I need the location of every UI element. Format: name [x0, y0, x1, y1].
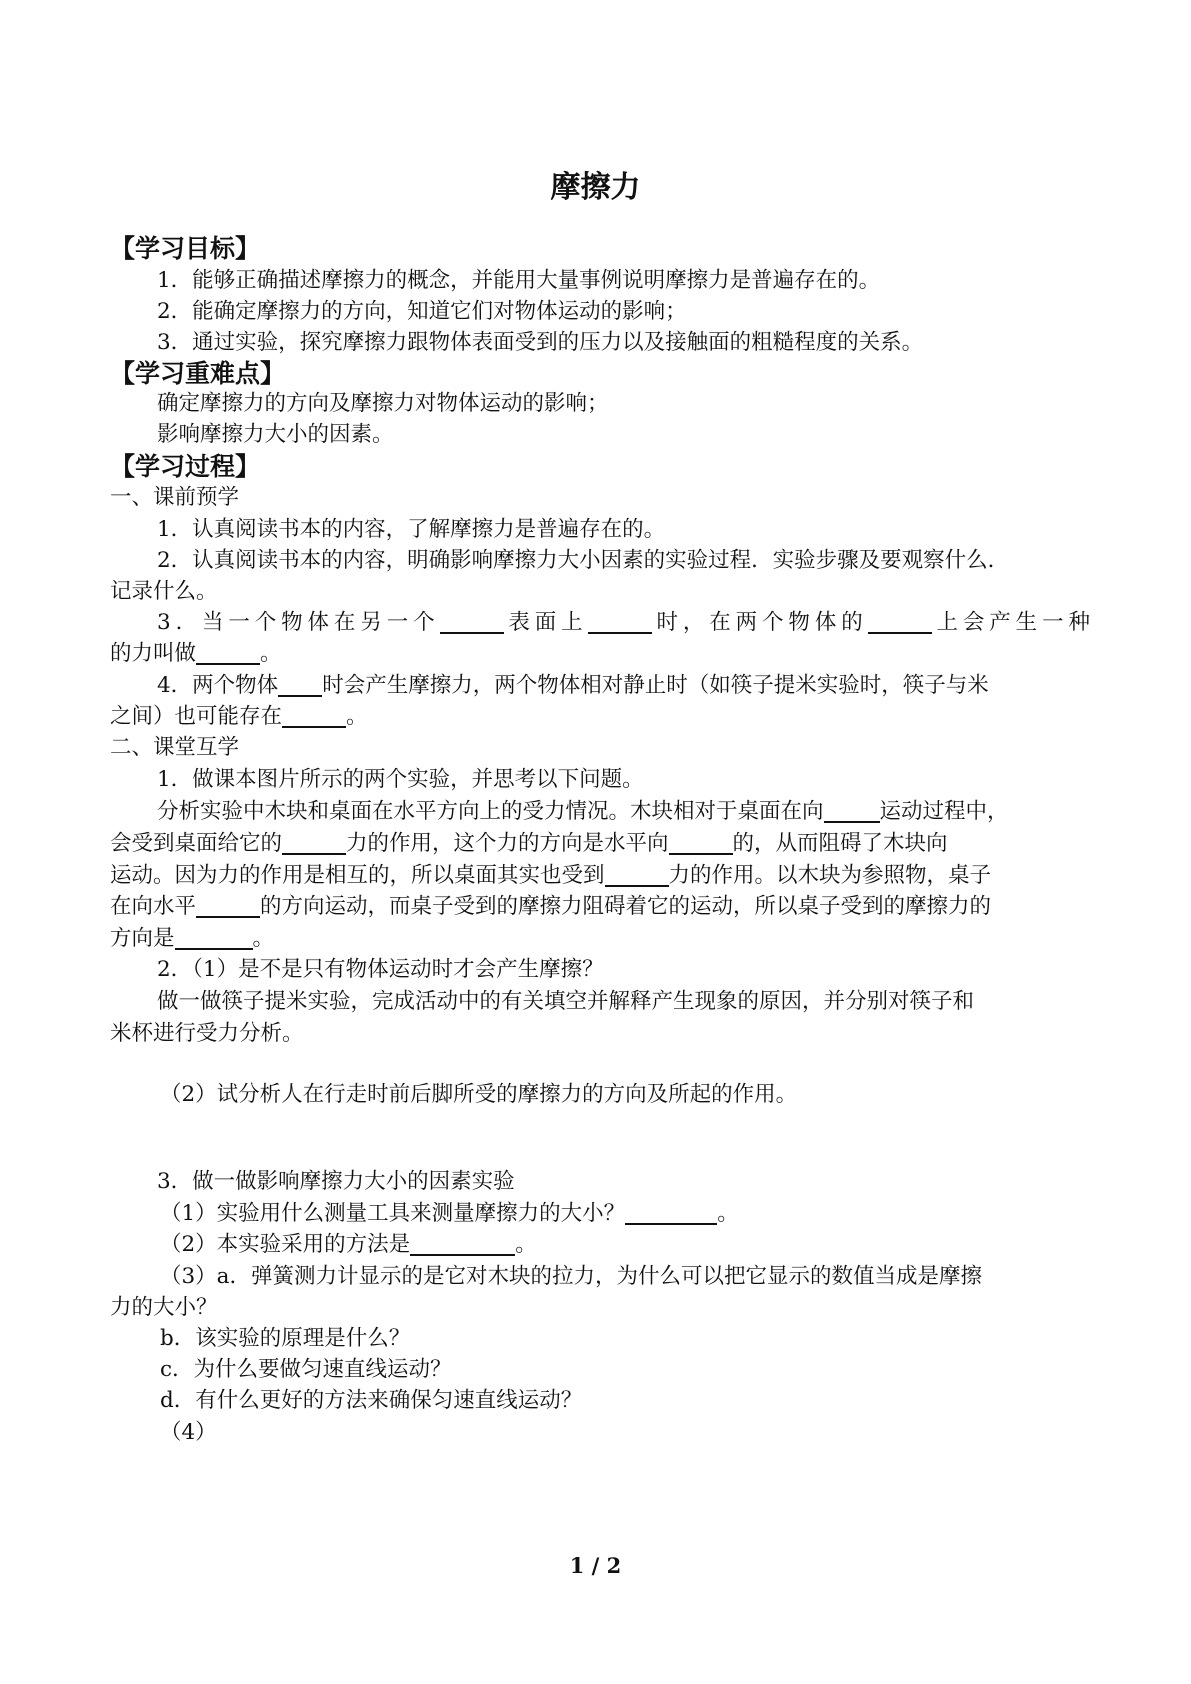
key-point-item: 确定摩擦力的方向及摩擦力对物体运动的影响； — [157, 391, 609, 416]
page-title: 摩擦力 — [550, 170, 641, 205]
question-text: 记录什么。 — [110, 579, 218, 604]
question-text: 做一做筷子提米实验，完成活动中的有关填空并解释产生现象的原因，并分别对筷子和 — [157, 989, 975, 1014]
question-text: 的，从而阻碍了木块向 — [732, 831, 948, 856]
question-text: （3）a．弹簧测力计显示的是它对木块的拉力，为什么可以把它显示的数值当成是摩擦 — [160, 1264, 983, 1289]
fill-blank[interactable] — [625, 1201, 717, 1225]
question-fill-line — [157, 608, 1090, 638]
subsection-heading: 一、课前预学 — [110, 485, 240, 510]
question-fill-line — [110, 924, 1090, 954]
question-text: 4．两个物体 — [157, 673, 279, 698]
fill-blank[interactable] — [410, 1232, 515, 1256]
fill-blank[interactable] — [605, 863, 669, 887]
fill-blank[interactable] — [278, 673, 322, 697]
fill-blank[interactable] — [196, 641, 260, 665]
section-heading-key-points: 【学习重难点】 — [110, 359, 286, 388]
question-text: 。 — [717, 1201, 739, 1226]
question-text: 1．做课本图片所示的两个实验，并思考以下问题。 — [157, 767, 644, 792]
question-text: 。 — [252, 926, 275, 951]
question-text: b．该实验的原理是什么？ — [160, 1326, 411, 1351]
question-text: 力的作用。以木块为参照物，桌子 — [668, 863, 992, 888]
section-heading-goals: 【学习目标】 — [110, 234, 261, 263]
question-text: 。 — [515, 1232, 537, 1257]
goal-item: 2．能确定摩擦力的方向，知道它们对物体运动的影响； — [157, 299, 687, 324]
question-text: 2．（1）是不是只有物体运动时才会产生摩擦？ — [157, 957, 604, 982]
fill-blank[interactable] — [282, 704, 346, 728]
question-text: c．为什么要做匀速直线运动？ — [160, 1357, 452, 1382]
question-fill-line — [160, 1230, 1090, 1260]
question-fill-line — [110, 639, 1090, 669]
question-text: 分析实验中木块和桌面在水平方向上的受力情况。木块相对于桌面在向 — [157, 799, 824, 824]
fill-blank[interactable] — [175, 926, 253, 950]
question-fill-line — [110, 829, 1090, 859]
question-text: d．有什么更好的方法来确保匀速直线运动？ — [160, 1388, 583, 1413]
question-text: 上会产生一种 — [931, 610, 1090, 635]
question-text: （1）实验用什么测量工具来测量摩擦力的大小？ — [160, 1201, 626, 1226]
question-text: 力的大小？ — [110, 1295, 218, 1320]
goal-item: 1．能够正确描述摩擦力的概念，并能用大量事例说明摩擦力是普遍存在的。 — [157, 268, 881, 293]
question-text: 。 — [346, 704, 368, 729]
question-text: 3．做一做影响摩擦力大小的因素实验 — [157, 1169, 515, 1194]
section-heading-process: 【学习过程】 — [110, 452, 261, 481]
question-text: 会受到桌面给它的 — [110, 831, 283, 856]
question-text: 在向水平 — [110, 894, 197, 919]
question-text: 运动。因为力的作用是相互的，所以桌面其实也受到 — [110, 863, 605, 888]
question-fill-line — [157, 797, 1090, 827]
fill-blank[interactable] — [196, 894, 260, 918]
question-fill-line — [110, 702, 1090, 732]
question-text: 1．认真阅读书本的内容，了解摩擦力是普遍存在的。 — [157, 517, 666, 542]
question-fill-line — [110, 861, 1090, 891]
question-text: 运动过程中， — [879, 799, 1009, 824]
goal-item: 3．通过实验，探究摩擦力跟物体表面受到的压力以及接触面的粗糙程度的关系。 — [157, 330, 924, 355]
question-text: （4） — [160, 1420, 217, 1445]
question-text: 。 — [260, 641, 282, 666]
subsection-heading: 二、课堂互学 — [110, 735, 240, 760]
question-text: 的力叫做 — [110, 641, 197, 666]
question-fill-line — [110, 892, 1090, 922]
question-text: 方向是 — [110, 926, 175, 951]
question-text: 时会产生摩擦力，两个物体相对静止时（如筷子提米实验时，筷子与米 — [322, 673, 989, 698]
question-fill-line — [157, 671, 1090, 701]
question-text: 表面上 — [503, 610, 588, 635]
question-text: 的方向运动，而桌子受到的摩擦力阻碍着它的运动，所以桌子受到的摩擦力的 — [260, 894, 992, 919]
fill-blank[interactable] — [588, 610, 652, 634]
question-text: 时，在两个物体的 — [651, 610, 868, 635]
question-text: （2）试分析人在行走时前后脚所受的摩擦力的方向及所起的作用。 — [160, 1082, 798, 1107]
fill-blank[interactable] — [440, 610, 504, 634]
fill-blank[interactable] — [282, 831, 346, 855]
question-text: 2．认真阅读书本的内容，明确影响摩擦力大小因素的实验过程．实验步骤及要观察什么． — [157, 548, 1010, 573]
question-fill-line — [160, 1199, 1090, 1229]
key-point-item: 影响摩擦力大小的因素。 — [157, 422, 394, 447]
fill-blank[interactable] — [868, 610, 932, 634]
question-text: 之间）也可能存在 — [110, 704, 283, 729]
question-text: 米杯进行受力分析。 — [110, 1021, 304, 1046]
question-text: （2）本实验采用的方法是 — [160, 1232, 411, 1257]
fill-blank[interactable] — [824, 799, 880, 823]
page-number: 1 / 2 — [569, 1553, 622, 1578]
fill-blank[interactable] — [669, 831, 733, 855]
question-text: 力的作用，这个力的方向是水平向 — [346, 831, 669, 856]
question-text: 3．当一个物体在另一个 — [157, 610, 440, 635]
